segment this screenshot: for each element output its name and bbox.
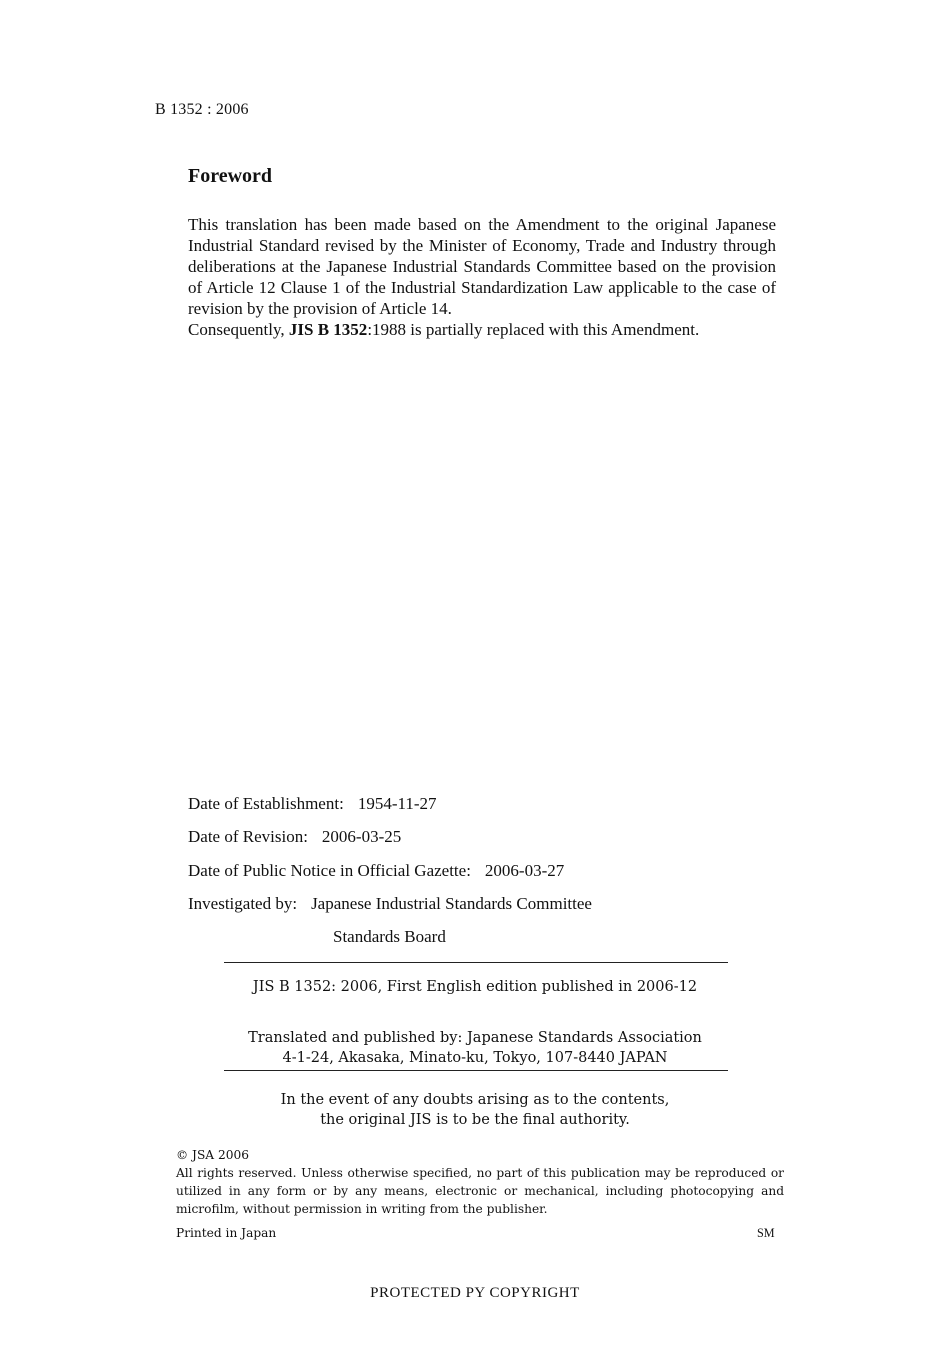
revision-label: Date of Revision: xyxy=(188,827,308,846)
copyright-block xyxy=(176,1146,784,1218)
protected-notice: PROTECTED PY COPYRIGHT xyxy=(370,1285,580,1301)
foreword-body xyxy=(188,214,776,340)
sm-code: SM xyxy=(757,1226,775,1240)
foreword-paragraph-2 xyxy=(188,319,776,340)
copyright-symbol-line: © JSA 2006 xyxy=(176,1148,249,1162)
rights-text: All rights reserved. Unless otherwise specified, no part of this publication may be reproduced or utilized in any form or by any means, electronic or mechanical, including photocopying and microfilm, without permission in writing from the publisher. xyxy=(176,1166,784,1216)
paragraph-2-suffix: :1988 is partially replaced with this Amendment. xyxy=(367,320,700,339)
publisher-line-2: 4-1-24, Akasaka, Minato-ku, Tokyo, 107-8440 JAPAN xyxy=(282,1050,668,1066)
revision-value: 2006-03-25 xyxy=(321,827,402,846)
date-of-establishment xyxy=(188,794,437,814)
divider-bottom xyxy=(224,1070,728,1071)
paragraph-2-prefix: Consequently, xyxy=(188,320,289,339)
authority-line-1: In the event of any doubts arising as to the contents, xyxy=(280,1092,670,1108)
authority-line-2: the original JIS is to be the final authority. xyxy=(320,1112,630,1128)
publisher-line-1: Translated and published by: Japanese Standards Association xyxy=(248,1030,702,1046)
standard-reference: JIS B 1352 xyxy=(288,320,368,339)
divider-top xyxy=(224,962,728,963)
date-of-public-notice xyxy=(188,861,564,881)
investigated-board: Standards Board xyxy=(333,927,446,946)
establishment-value: 1954-11-27 xyxy=(357,794,437,813)
date-of-revision xyxy=(188,827,401,847)
investigated-value: Japanese Industrial Standards Committee xyxy=(311,894,592,913)
establishment-label: Date of Establishment: xyxy=(188,794,344,813)
edition-line: JIS B 1352: 2006, First English edition published in 2006-12 xyxy=(252,979,698,995)
document-id: B 1352 : 2006 xyxy=(155,101,249,118)
foreword-title: Foreword xyxy=(188,165,273,187)
investigated-label: Investigated by: xyxy=(188,894,298,913)
investigated-by xyxy=(188,894,592,914)
notice-value: 2006-03-27 xyxy=(484,861,565,880)
notice-label: Date of Public Notice in Official Gazette: xyxy=(188,861,471,880)
printed-in: Printed in Japan xyxy=(176,1226,277,1240)
foreword-paragraph-1: This translation has been made based on the Amendment to the original Japanese Industrial Standard revised by the Minister of Economy, Trade and Industry through deliberations at the Japanese Industrial Standards Committee based on the provision of Article 12 Clause 1 of the Industrial Standardization Law applicable to the case of revision by the provision of Article 14. xyxy=(188,215,776,318)
